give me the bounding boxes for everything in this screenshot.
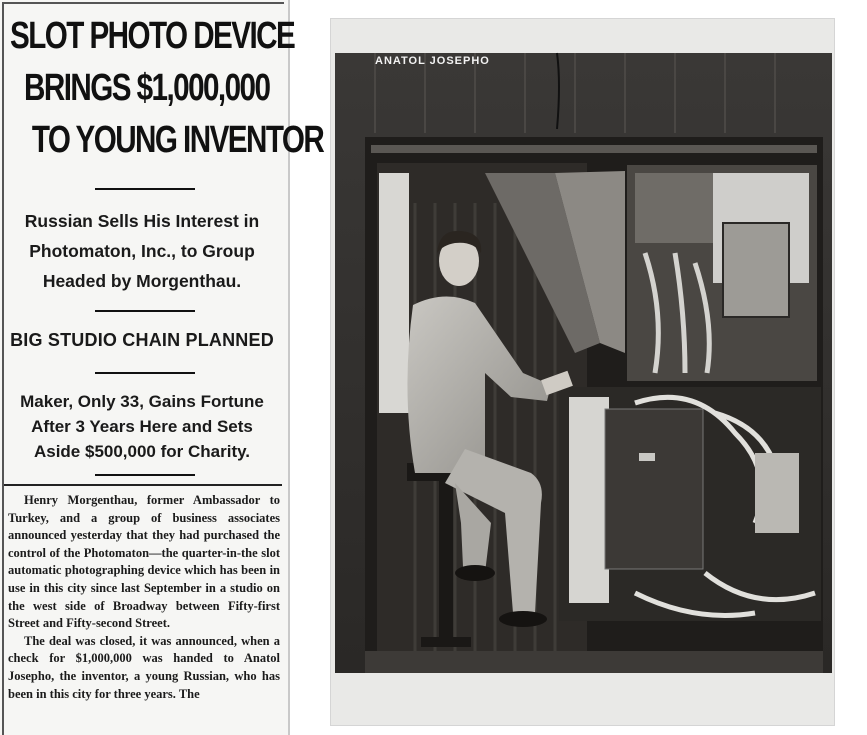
- deck3-rule: [95, 474, 195, 476]
- deck1-line-3: Headed by Morgenthau.: [42, 271, 242, 291]
- lower-light-panel: [569, 397, 609, 603]
- stool-post: [439, 481, 453, 641]
- shoe-left: [455, 565, 495, 581]
- timer-gauge: [723, 223, 789, 317]
- headline-line-3: TO YOUNG INVENTOR: [31, 119, 324, 161]
- headline-line-1: SLOT PHOTO DEVICE: [10, 15, 295, 57]
- body-rule: [4, 484, 282, 486]
- headline-rule: [95, 188, 195, 190]
- control-box: [605, 409, 703, 569]
- relay-block: [755, 453, 799, 533]
- deck-subhead-3: [0, 389, 284, 464]
- deck3-line-1: Maker, Only 33, Gains Fortune: [20, 392, 264, 411]
- deck1-line-2: Photomaton, Inc., to Group: [29, 241, 255, 261]
- headline: [10, 10, 324, 166]
- booth-pillar: [379, 173, 409, 413]
- stool-foot: [421, 637, 471, 647]
- historical-photograph: [330, 18, 835, 726]
- deck1-rule: [95, 310, 195, 312]
- article-body: [8, 492, 280, 703]
- headline-line-2: BRINGS $1,000,000: [24, 67, 270, 109]
- photo-scene: [335, 53, 832, 673]
- box-label: [639, 453, 655, 461]
- deck-subhead-1: [0, 206, 284, 296]
- deck3-line-2: After 3 Years Here and Sets: [31, 417, 253, 436]
- booth-top-trim: [371, 145, 817, 153]
- deck2-rule: [95, 372, 195, 374]
- article-paragraph-1: Henry Morgenthau, former Ambassador to Turkey, and a group of business associates announced yesterday that they had purchased the control of the Photomaton—the quarter-in-the slot automatic photographing device which has been in use in this city since last September in a studio on the west side of Broadway between Fifty-first Street and Fifty-second Street.: [8, 493, 280, 631]
- newspaper-clipping: [0, 0, 324, 735]
- shoe-right: [499, 611, 547, 627]
- film-drums: [635, 173, 715, 243]
- booth-base: [365, 651, 823, 673]
- deck-subhead-2: BIG STUDIO CHAIN PLANNED: [10, 330, 274, 350]
- deck3-line-3: Aside $500,000 for Charity.: [33, 442, 251, 461]
- article-paragraph-2: The deal was closed, it was announced, when a check for $1,000,000 was handed to Anatol Josepho, the inventor, a young Russian, who has been in this city for three years. The: [8, 633, 280, 701]
- photo-caption: ANATOL JOSEPHO: [375, 55, 490, 67]
- deck1-line-1: Russian Sells His Interest in: [24, 211, 260, 231]
